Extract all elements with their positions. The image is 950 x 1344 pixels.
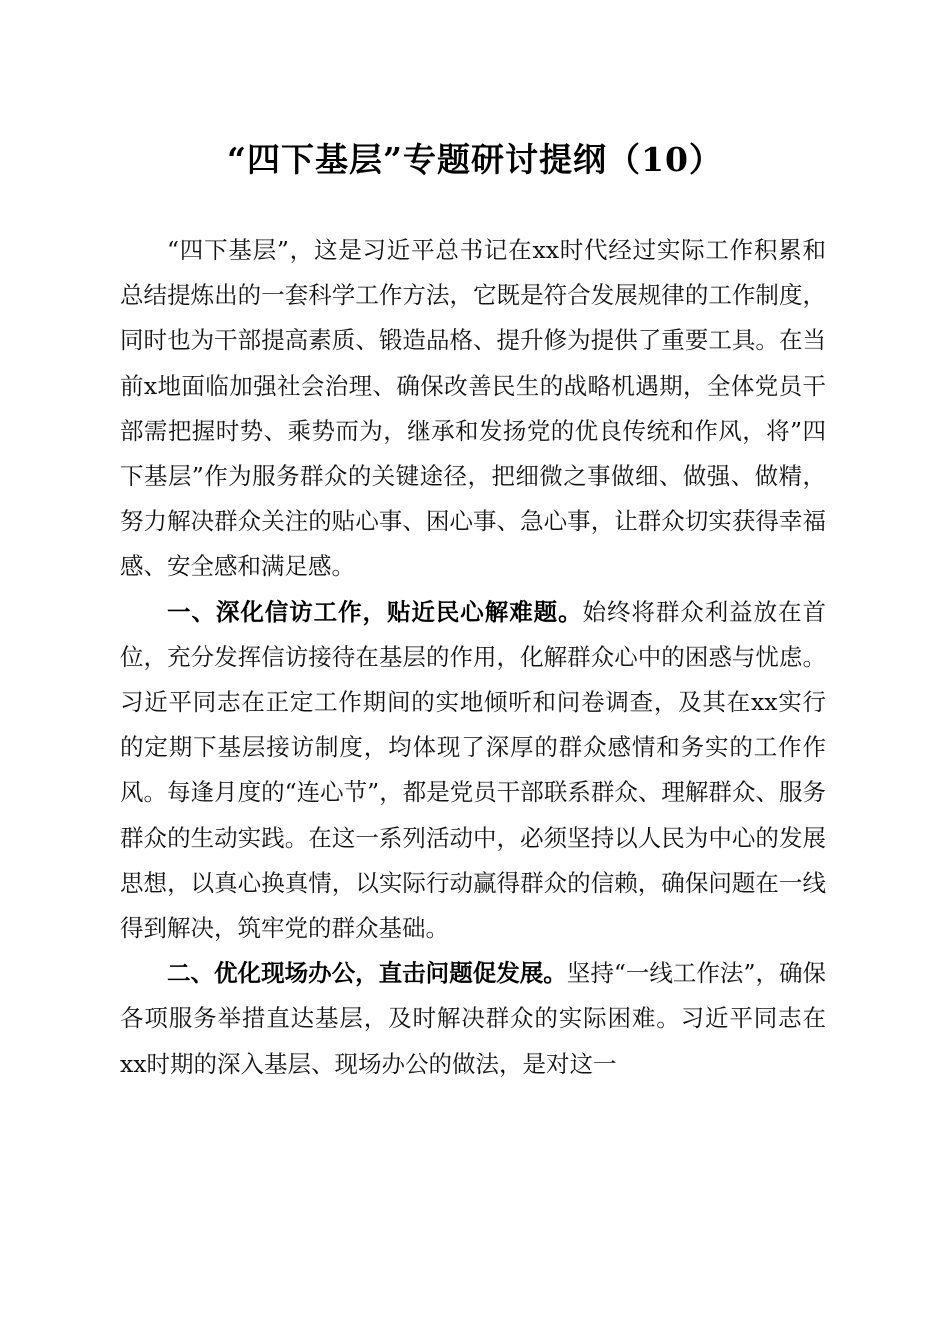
document-title: “四下基层”专题研讨提纲（10） — [227, 140, 723, 179]
section-two-heading: 二、优化现场办公，直击问题促发展。 — [167, 959, 567, 988]
section-one-paragraph — [120, 590, 826, 952]
document-body — [120, 228, 826, 1087]
section-one-text: 始终将群众利益放在首位，充分发挥信访接待在基层的作用，化解群众心中的困惑与忧虑。习近平同志在正定工作期间的实地倾听和问卷调查，及其在xx实行的定期下基层接访制度，均体现了深厚的群众感情和务实的工作作风。每逢月度的“连心节”，都是党员干部联系群众、理解群众、服务群众的生动实践。在这一系列活动中，必须坚持以人民为中心的发展思想，以真心换真情，以实际行动赢得群众的信赖，确保问题在一线得到解决，筑牢党的群众基础。 — [120, 597, 827, 943]
section-one-heading: 一、深化信访工作，贴近民心解难题。 — [167, 597, 583, 626]
section-two-text: 坚持“一线工作法”，确保各项服务举措直达基层，及时解决群众的实际困难。习近平同志在xx时期的深入基层、现场办公的做法，是对这一 — [120, 959, 827, 1078]
intro-paragraph-text: “四下基层”，这是习近平总书记在xx时代经过实际工作积累和总结提炼出的一套科学工作方法，它既是符合发展规律的工作制度，同时也为干部提高素质、锻造品格、提升修为提供了重要工具。在当前x地面临加强社会治理、确保改善民生的战略机遇期，全体党员干部需把握时势、乘势而为，继承和发扬党的优良传统和作风，将”四下基层”作为服务群众的关键途径，把细微之事做细、做强、做精，努力解决群众关注的贴心事、困心事、急心事，让群众切实获得幸福感、安全感和满足感。 — [120, 236, 826, 581]
section-two-paragraph — [120, 951, 826, 1087]
intro-paragraph — [120, 228, 826, 590]
